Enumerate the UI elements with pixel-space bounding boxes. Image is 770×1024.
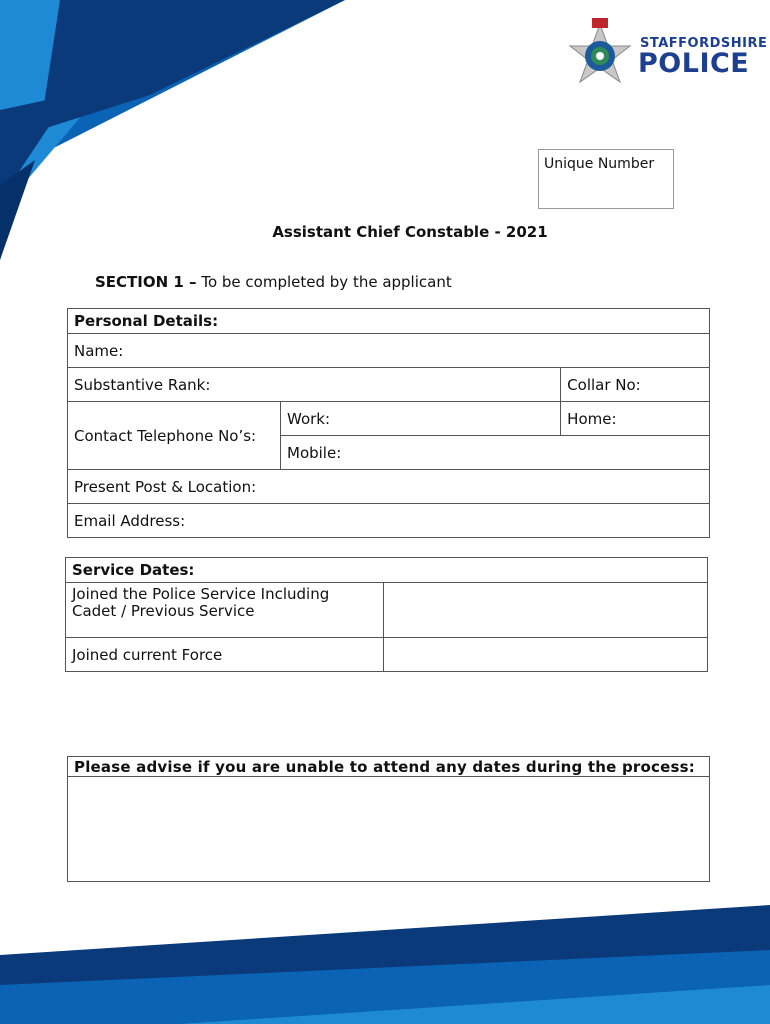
section-instruction: To be completed by the applicant: [201, 273, 452, 291]
unavailability-table: [67, 756, 710, 882]
unique-number-box[interactable]: [538, 149, 674, 209]
mobile-label: Mobile:: [287, 443, 342, 462]
unique-number-label: Unique Number: [544, 156, 655, 172]
work-phone-field[interactable]: [281, 402, 561, 436]
personal-details-table: [67, 308, 710, 538]
substantive-rank-field[interactable]: [68, 368, 561, 402]
name-field[interactable]: [68, 334, 710, 368]
present-post-field[interactable]: [68, 470, 710, 504]
document-title: Assistant Chief Constable - 2021: [272, 223, 548, 241]
org-name-line-1: STAFFORDSHIRE: [640, 36, 768, 51]
contact-telephone-label: Contact Telephone No’s:: [74, 426, 257, 445]
joined-current-force-value-field[interactable]: [384, 638, 708, 672]
joined-police-label: Joined the Police Service Including Cadet / Previous Service: [72, 585, 330, 620]
joined-current-force-label: Joined current Force: [72, 645, 223, 664]
home-phone-field[interactable]: [561, 402, 710, 436]
service-dates-heading: Service Dates:: [66, 558, 708, 583]
section-number: SECTION 1 –: [95, 273, 197, 291]
collar-no-field[interactable]: [561, 368, 710, 402]
joined-police-label-cell: [66, 583, 384, 638]
section-heading: [95, 273, 452, 291]
unavailability-text-area[interactable]: [68, 777, 710, 882]
work-label: Work:: [287, 409, 331, 428]
present-post-label: Present Post & Location:: [74, 477, 257, 496]
org-name-line-2: POLICE: [638, 48, 750, 79]
home-label: Home:: [567, 409, 617, 428]
email-label: Email Address:: [74, 511, 186, 530]
contact-telephone-cell: [68, 402, 281, 470]
personal-details-heading: Personal Details:: [68, 309, 710, 334]
substantive-rank-label: Substantive Rank:: [74, 375, 211, 394]
collar-no-label: Collar No:: [567, 375, 641, 394]
email-field[interactable]: [68, 504, 710, 538]
unavailability-heading: Please advise if you are unable to attend any dates during the process:: [68, 757, 710, 777]
mobile-phone-field[interactable]: [281, 436, 710, 470]
name-label: Name:: [74, 341, 124, 360]
joined-current-force-label-cell: [66, 638, 384, 672]
joined-police-value-field[interactable]: [384, 583, 708, 638]
service-dates-table: [65, 557, 708, 672]
